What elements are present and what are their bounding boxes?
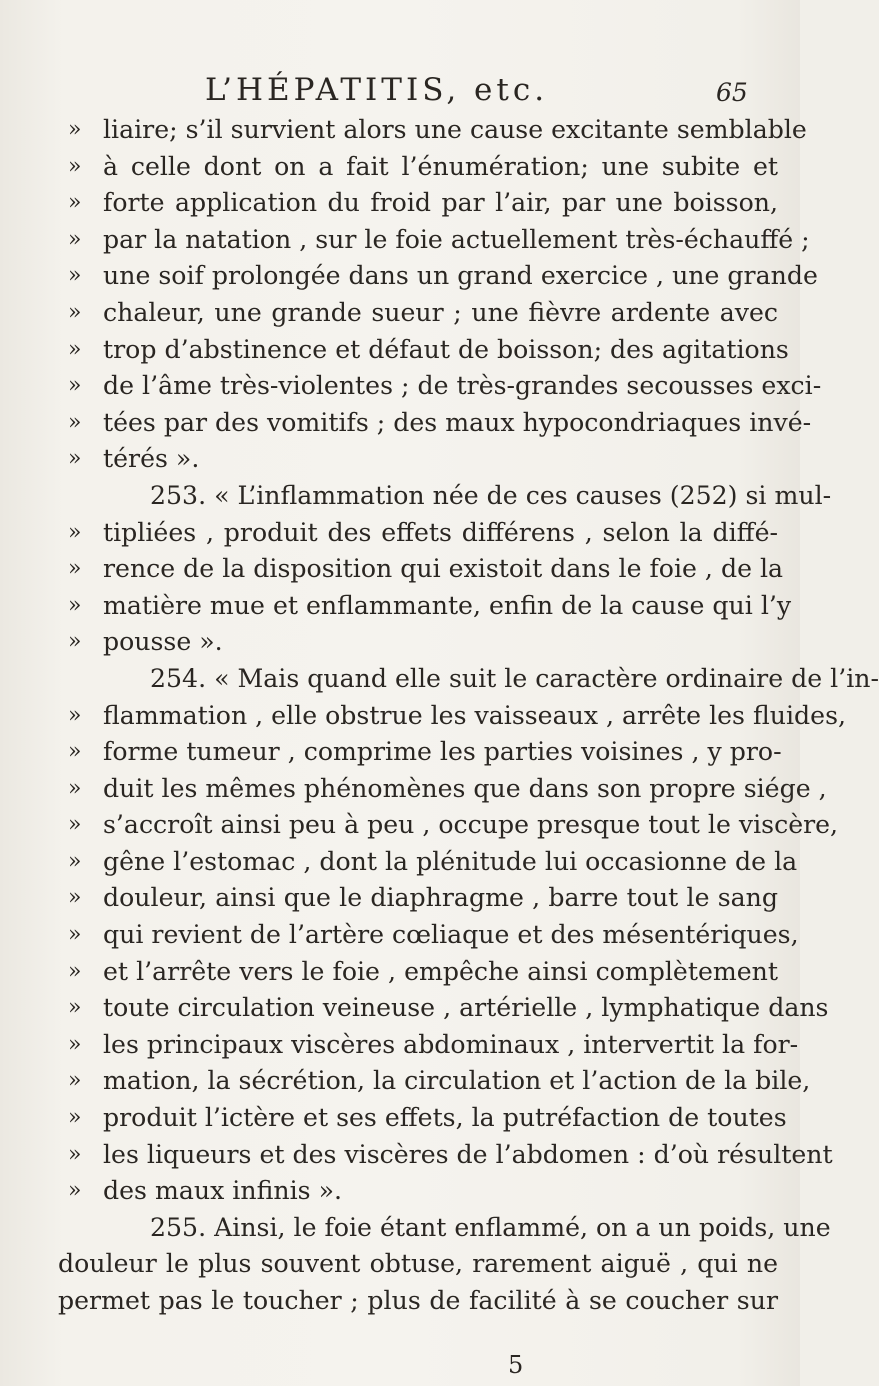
- line-text: mation, la sécrétion, la circulation et l’action de la bile,: [103, 1066, 811, 1096]
- text-line: [68, 1063, 811, 1100]
- text-line: [68, 1137, 833, 1174]
- text-line: [68, 222, 810, 259]
- text-line: [68, 734, 782, 771]
- guillemet: »: [68, 1178, 82, 1204]
- guillemet: »: [68, 848, 82, 874]
- line-text: térés ».: [103, 444, 200, 474]
- line-text: qui revient de l’artère cœliaque et des mésentériques,: [103, 920, 799, 950]
- line-text: des maux infinis ».: [103, 1176, 342, 1206]
- guillemet: »: [68, 263, 82, 289]
- line-text: flammation , elle obstrue les vaisseaux , arrête les fluides,: [103, 700, 847, 730]
- guillemet: »: [68, 226, 82, 252]
- line-text: forte application du froid par l’air, par une boisson,: [103, 188, 778, 218]
- line-text: chaleur, une grande sueur ; une fièvre ardente avec: [103, 297, 778, 327]
- line-text: duit les mêmes phénomènes que dans son propre siége ,: [103, 773, 827, 803]
- text-line: [68, 112, 807, 149]
- text-line: [68, 1027, 799, 1064]
- text-line: [58, 1246, 778, 1283]
- line-text: matière mue et enflammante, enfin de la cause qui l’y: [103, 590, 792, 620]
- guillemet: »: [68, 885, 82, 911]
- text-line: [68, 990, 829, 1027]
- line-text: par la natation , sur le foie actuellement très-échauffé ;: [103, 224, 810, 254]
- guillemet: »: [68, 739, 82, 765]
- guillemet: »: [68, 995, 82, 1021]
- text-line: [68, 588, 792, 625]
- guillemet: »: [68, 190, 82, 216]
- text-line: [68, 771, 827, 808]
- text-line: [68, 624, 778, 661]
- guillemet: »: [68, 812, 82, 838]
- line-text: 253. « L’inflammation née de ces causes (252) si mul-: [150, 480, 832, 510]
- line-text: de l’âme très-violentes ; de très-grandes secousses exci-: [103, 371, 822, 401]
- text-line: [68, 441, 778, 478]
- guillemet: »: [68, 629, 82, 655]
- text-line: [68, 258, 818, 295]
- line-text: toute circulation veineuse , artérielle , lymphatique dans: [103, 993, 829, 1023]
- guillemet: »: [68, 1068, 82, 1094]
- text-line: [68, 698, 847, 735]
- line-text: permet pas le toucher ; plus de facilité à se coucher sur: [58, 1286, 778, 1315]
- line-text: tipliées , produit des effets différens , selon la diffé-: [103, 517, 778, 547]
- line-text: et l’arrête vers le foie , empêche ainsi complètement: [103, 956, 778, 986]
- running-title: L’HÉPATITIS, etc.: [205, 72, 549, 108]
- guillemet: »: [68, 117, 82, 142]
- guillemet: »: [68, 409, 82, 435]
- paragraph-254-start: [68, 661, 879, 698]
- line-text: s’accroît ainsi peu à peu , occupe presque tout le viscère,: [103, 810, 839, 840]
- text-line: [68, 807, 839, 844]
- text-line: [68, 332, 789, 369]
- guillemet: »: [68, 592, 82, 618]
- line-text: pousse ».: [103, 627, 223, 657]
- line-text: trop d’abstinence et défaut de boisson; des agitations: [103, 334, 789, 364]
- text-line: [68, 295, 778, 332]
- line-text: les liqueurs et des viscères de l’abdomen : d’où résultent: [103, 1139, 833, 1169]
- text-line: [68, 149, 778, 186]
- text-line: [68, 880, 778, 917]
- text-line: [68, 954, 778, 991]
- paragraph-253-start: [68, 478, 832, 515]
- line-text: 254. « Mais quand elle suit le caractère ordinaire de l’in-: [150, 663, 879, 693]
- text-line: [68, 1173, 778, 1210]
- text-line: [68, 405, 812, 442]
- guillemet: »: [68, 446, 82, 472]
- text-line: [68, 844, 798, 881]
- guillemet: »: [68, 922, 82, 948]
- guillemet: »: [68, 373, 82, 399]
- text-line: [68, 551, 784, 588]
- line-text: les principaux viscères abdominaux , intervertit la for-: [103, 1029, 799, 1059]
- line-text: à celle dont on a fait l’énumération; une subite et: [103, 151, 778, 181]
- line-text: forme tumeur , comprime les parties voisines , y pro-: [103, 737, 782, 767]
- guillemet: »: [68, 336, 82, 362]
- page-header: [0, 72, 800, 112]
- line-text: tées par des vomitifs ; des maux hypocondriaques invé-: [103, 407, 812, 437]
- text-line: [68, 515, 778, 552]
- text-line: [68, 185, 778, 222]
- text-line: [68, 917, 799, 954]
- guillemet: »: [68, 299, 82, 325]
- guillemet: »: [68, 1105, 82, 1131]
- signature-mark: 5: [508, 1351, 524, 1379]
- text-line: [58, 1283, 778, 1320]
- line-text: gêne l’estomac , dont la plénitude lui occasionne de la: [103, 846, 798, 876]
- text-line: [68, 368, 822, 405]
- guillemet: »: [68, 519, 82, 545]
- line-text: 255. Ainsi, le foie étant enflammé, on a un poids, une: [150, 1212, 831, 1242]
- line-text: produit l’ictère et ses effets, la putréfaction de toutes: [103, 1103, 787, 1133]
- guillemet: »: [68, 1141, 82, 1167]
- guillemet: »: [68, 153, 82, 179]
- guillemet: »: [68, 775, 82, 801]
- guillemet: »: [68, 958, 82, 984]
- paragraph-255-start: [68, 1210, 831, 1247]
- body-text: [58, 112, 879, 1320]
- guillemet: »: [68, 1031, 82, 1057]
- line-text: douleur le plus souvent obtuse, rarement aiguë , qui ne: [58, 1249, 778, 1279]
- page-number: 65: [716, 78, 748, 107]
- line-text: douleur, ainsi que le diaphragme , barre tout le sang: [103, 883, 778, 913]
- line-text: liaire; s’il survient alors une cause excitante semblable: [103, 115, 807, 144]
- line-text: une soif prolongée dans un grand exercice , une grande: [103, 261, 818, 291]
- guillemet: »: [68, 556, 82, 582]
- guillemet: »: [68, 702, 82, 728]
- text-line: [68, 1100, 787, 1137]
- line-text: rence de la disposition qui existoit dans le foie , de la: [103, 554, 784, 584]
